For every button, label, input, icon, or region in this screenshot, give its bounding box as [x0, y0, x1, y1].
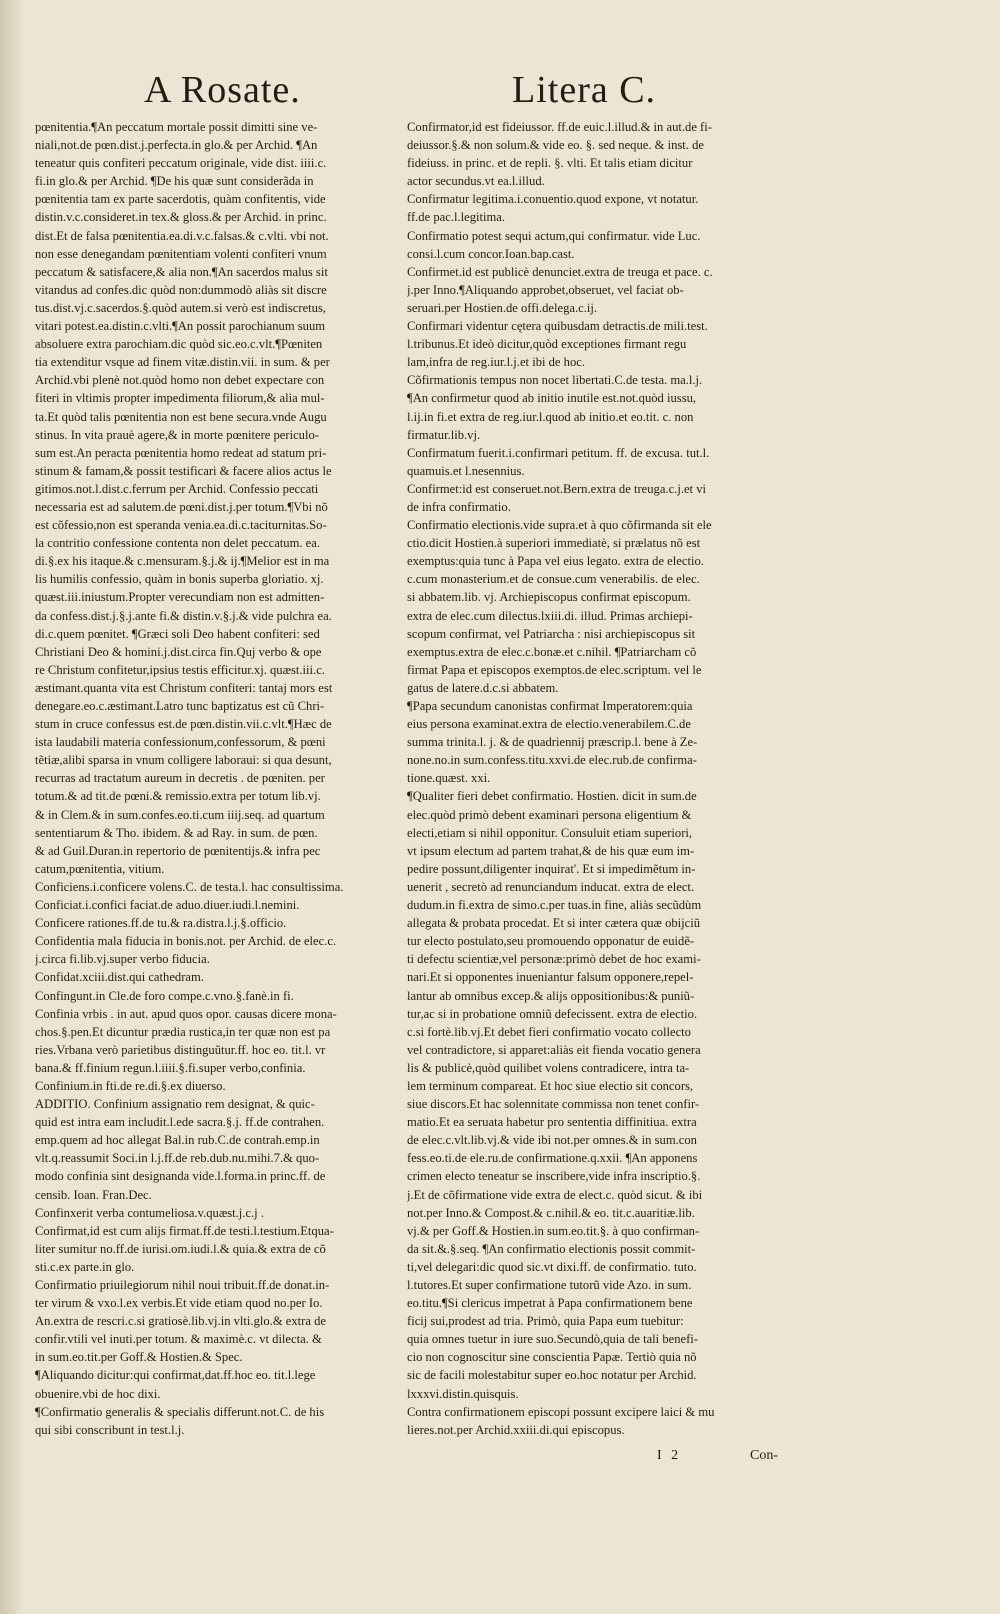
- text-line: ista laudabili materia confessionum,confessorum, & pœni: [35, 735, 326, 750]
- text-line: bana.& ff.finium regun.l.iiii.§.fi.super verbo,confinia.: [35, 1060, 306, 1075]
- text-line: Conficiens.i.conficere volens.C. de testa.l. hac consultissima.: [35, 879, 344, 894]
- text-line: de infra confirmatio.: [407, 499, 511, 514]
- text-line: non esse denegandam pœnitentiam volenti confiteri vnum: [35, 246, 327, 261]
- text-line: exemptus.extra de elec.c.bonæ.et c.nihil. ¶Patriarcham cõ: [407, 644, 697, 659]
- text-line: exemptus:quia tunc à Papa vel eius legato. extra de electio.: [407, 554, 704, 569]
- text-line: Confinium.in fti.de re.di.§.ex diuerso.: [35, 1078, 226, 1093]
- text-line: stinus. In vita prauè agere,& in morte pœnitere periculo-: [35, 427, 319, 442]
- text-line: Confirmat,id est cum alijs firmat.ff.de testi.l.testium.Etqua-: [35, 1223, 334, 1238]
- text-line: Archid.vbi plenè not.quòd homo non debet expectare con: [35, 373, 325, 388]
- text-line: pœnitentia tam ex parte sacerdotis, quàm confitentis, vide: [35, 192, 326, 207]
- text-line: not.per Inno.& Compost.& c.nihil.& eo. tit.c.auaritiæ.lib.: [407, 1205, 695, 1220]
- text-line: est cõfessio,non est speranda venia.ea.di.c.taciturnitas.So-: [35, 518, 327, 533]
- text-line: vj.& per Goff.& Hostien.in sum.eo.tit.§. à quo confirman-: [407, 1223, 700, 1238]
- text-line: vt ipsum electum ad partem trahat,& de his quæ eum im-: [407, 843, 695, 858]
- text-line: stinum & famam,& possit testificari & facere alios actus le: [35, 463, 332, 478]
- text-line: da confess.dist.j.§.j.ante fi.& distin.v.§.j.& vide pulchra ea.: [35, 608, 332, 623]
- text-line: obuenire.vbi de hoc dixi.: [35, 1386, 161, 1401]
- text-line: teneatur quis confiteri peccatum originale, vide dist. iiii.c.: [35, 156, 327, 171]
- text-line: j.Et de cõfirmatione vide extra de elect.c. quòd sicut. & ibi: [407, 1187, 703, 1202]
- text-line: gatus de latere.d.c.si abbatem.: [407, 680, 559, 695]
- text-line: Contra confirmationem episcopi possunt excipere laici & mu: [407, 1404, 715, 1419]
- text-line: Conficere rationes.ff.de tu.& ra.distra.l.j.§.officio.: [35, 916, 287, 931]
- text-line: l.tribunus.Et ideò dicitur,quòd exceptiones firmant regu: [407, 337, 687, 352]
- text-line: liter sumitur no.ff.de iurisi.om.iudi.l.& quia.& extra de cõ: [35, 1241, 326, 1256]
- text-line: dist.Et de falsa pœnitentia.ea.di.v.c.falsas.& c.vlti. vbi not.: [35, 228, 329, 243]
- text-line: quia omnes tuetur in iure suo.Secundò,quia de tali benefi-: [407, 1332, 698, 1347]
- right-column: [407, 118, 815, 1439]
- text-line: & ad Guil.Duran.in repertorio de pœnitentijs.& infra pec: [35, 843, 321, 858]
- text-line: matio.Et ea seruata habetur pro sententia diffinitiua. extra: [407, 1115, 697, 1130]
- left-column: [35, 118, 390, 1439]
- text-line: de elec.c.vlt.lib.vj.& vide ibi not.per omnes.& in sum.con: [407, 1133, 697, 1148]
- text-line: firmatur.lib.vj.: [407, 427, 481, 442]
- text-line: elec.quòd primò debent examinari persona eligentium &: [407, 807, 692, 822]
- text-line: electi,etiam si nihil opponitur. Consuluit etiam superiori,: [407, 825, 693, 840]
- text-line: vel contradictore, si apparet:aliàs eit fienda vocatio genera: [407, 1042, 701, 1057]
- text-line: ficij sui,prodest ad tria. Primò, quia Papa eum tuebitur:: [407, 1314, 684, 1329]
- text-line: sti.c.ex parte.in glo.: [35, 1259, 135, 1274]
- text-line: & in Clem.& in sum.confes.eo.ti.cum iiij.seq. ad quartum: [35, 807, 325, 822]
- text-line: extra de elec.cum dilectus.lxiii.di. illud. Primas archiepi-: [407, 608, 693, 623]
- text-line: di.c.quem pœnitet. ¶Græci soli Deo habent confiteri: sed: [35, 626, 320, 641]
- text-line: quamuis.et l.nesennius.: [407, 463, 525, 478]
- text-line: siue discors.Et hac solennitate commissa non tenet confir-: [407, 1097, 700, 1112]
- running-head-right: Litera C.: [512, 69, 657, 111]
- text-line: lxxxvi.distin.quisquis.: [407, 1386, 519, 1401]
- text-line: l.tutores.Et super confirmatione tutorũ vide Azo. in sum.: [407, 1278, 692, 1292]
- text-line: ¶Papa secundum canonistas confirmat Imperatorem:quia: [407, 699, 693, 713]
- text-line: necessaria est ad salutem.de pœni.dist.j.per totum.¶Vbi nõ: [35, 499, 328, 514]
- text-line: distin.v.c.consideret.in tex.& gloss.& per Archid. in princ.: [35, 210, 327, 225]
- text-line: j.per Inno.¶Aliquando approbet,obseruet, vel faciat ob-: [407, 282, 684, 297]
- text-line: seruari.per Hostien.de offi.delega.c.ij.: [407, 300, 598, 315]
- text-line: confir.vtili vel inuti.per totum. & maximè.c. vt dilecta. &: [35, 1332, 322, 1347]
- text-line: la contritio confessione contenta non delet peccatum. ea.: [35, 536, 320, 551]
- text-line: tione.quæst. xxi.: [407, 771, 491, 786]
- text-line: æstimant.quanta vita est Christum confiteri: tantaj mors est: [35, 680, 333, 695]
- text-line: ¶Confirmatio generalis & specialis differunt.not.C. de his: [35, 1404, 325, 1419]
- text-line: ¶Qualiter fieri debet confirmatio. Hostien. dicit in sum.de: [407, 789, 697, 804]
- text-line: Confinia vrbis . in aut. apud quos opor. causas dicere mona-: [35, 1006, 337, 1021]
- text-line: summa trinita.l. j. & de quadriennij præscrip.l. bene à Ze-: [407, 735, 698, 750]
- text-line: allegata & probata procedat. Et si inter cætera quæ obijciũ: [407, 916, 701, 931]
- text-line: in sum.eo.tit.per Goff.& Hostien.& Spec.: [35, 1350, 243, 1365]
- text-line: Confinxerit verba contumeliosa.v.quæst.j.c.j .: [35, 1205, 264, 1220]
- text-line: lem terminum compareat. Et hoc siue electio sit concors,: [407, 1078, 694, 1093]
- text-line: recurras ad tractatum aureum in decretis . de pœniten. per: [35, 771, 325, 786]
- text-line: Confidat.xciii.dist.qui cathedram.: [35, 970, 204, 985]
- text-line: stum in cruce confessus est.de pœn.distin.vii.c.vlt.¶Hæc de: [35, 717, 332, 732]
- text-line: da sit.&.§.seq. ¶An confirmatio electionis possit commit-: [407, 1241, 696, 1256]
- text-line: Confingunt.in Cle.de foro compe.c.vno.§.fanè.in fi.: [35, 988, 294, 1003]
- text-line: c.si fortè.lib.vj.Et debet fieri confirmatio vocato collecto: [407, 1024, 691, 1039]
- text-line: Confirmatio electionis.vide supra.et à quo cõfirmanda sit ele: [407, 518, 712, 533]
- text-line: deiussor.§.& non solum.& vide eo. §. sed neque. & inst. de: [407, 138, 704, 153]
- text-line: qui sibi conscribunt in test.l.j.: [35, 1422, 185, 1437]
- text-line: pedire possunt,diligenter inquirat'. Et si impedimẽtum in-: [407, 861, 696, 876]
- text-line: Confirmatur legitima.i.conuentio.quod expone, vt notatur.: [407, 192, 699, 207]
- text-line: vlt.q.reassumit Soci.in l.j.ff.de reb.dub.nu.mihi.7.& quo-: [35, 1151, 320, 1166]
- text-line: ¶Aliquando dicitur:qui confirmat,dat.ff.hoc eo. tit.l.lege: [35, 1368, 316, 1383]
- text-line: lis & publicè,quòd quilibet volens contradicere, intra ta-: [407, 1060, 690, 1075]
- text-line: ¶An confirmetur quod ab initio inutile est.not.quòd iussu,: [407, 391, 697, 406]
- text-line: scopum confirmat, vel Patriarcha : nisi archiepiscopus sit: [407, 626, 696, 641]
- text-line: ADDITIO. Confinium assignatio rem designat, & quic-: [35, 1097, 315, 1112]
- text-line: vitandus ad confes.dic quòd non:dummodò aliàs sit discre: [35, 282, 327, 297]
- text-line: dudum.in fi.extra de simo.c.per tuas.in fine, aliàs secũdùm: [407, 898, 702, 913]
- text-line: tur,ac si in probatione omniũ defecissent. extra de electio.: [407, 1006, 698, 1021]
- text-line: gitimos.not.l.dist.c.ferrum per Archid. Confessio peccati: [35, 481, 319, 496]
- text-line: ff.de pac.l.legitima.: [407, 210, 506, 225]
- text-line: Confirmator,id est fideiussor. ff.de euic.l.illud.& in aut.de fi-: [407, 120, 712, 134]
- text-line: pœnitentia.¶An peccatum mortale possit dimitti sine ve-: [35, 120, 318, 134]
- signature-mark: I 2: [657, 1448, 682, 1463]
- text-line: Cõfirmationis tempus non nocet libertati.C.de testa. ma.l.j.: [407, 373, 703, 388]
- text-line: Christiani Deo & homini.j.dist.circa fin.Quj verbo & ope: [35, 644, 322, 659]
- text-line: catum,pœnitentia, vitium.: [35, 861, 165, 876]
- text-line: peccatum & satisfacere,& alia non.¶An sacerdos malus sit: [35, 264, 328, 279]
- text-line: Confirmatio priuilegiorum nihil noui tribuit.ff.de donat.in-: [35, 1278, 330, 1292]
- text-line: totum.& ad tit.de pœni.& remissio.extra per totum lib.vj.: [35, 789, 321, 804]
- text-line: si abbatem.lib. vj. Archiepiscopus confirmat episcopum.: [407, 590, 691, 605]
- text-line: lam,infra de reg.iur.l.j.et ibi de hoc.: [407, 355, 586, 370]
- text-line: absoluere extra parochiam.dic quòd sic.eo.c.vlt.¶Pœniten: [35, 337, 323, 352]
- text-line: sic de facili molestabitur super eo.hoc notatur per Archid.: [407, 1368, 697, 1383]
- text-line: modo confinia sint designanda vide.l.forma.in princ.ff. de: [35, 1169, 326, 1184]
- text-line: fi.in glo.& per Archid. ¶De his quæ sunt considerãda in: [35, 174, 314, 189]
- text-line: quæst.iii.iniustum.Propter verecundiam non est admitten-: [35, 590, 325, 605]
- text-line: firmat Papa et episcopos exemptos.de elec.scriptum. vel le: [407, 662, 702, 677]
- text-line: Confirmet:id est conseruet.not.Bern.extra de treuga.c.j.et vi: [407, 481, 707, 496]
- text-line: ti defectu scientiæ,vel personæ:primò debet de hoc exami-: [407, 952, 701, 967]
- text-line: eo.titu.¶Si clericus impetrat à Papa confirmationem bene: [407, 1296, 693, 1311]
- text-line: fess.eo.ti.de ele.ru.de confirmatione.q.xxii. ¶An apponens: [407, 1151, 698, 1166]
- text-line: ti,vel delegari:dic quod sic.vt dixi.ff. de confirmatio. tuto.: [407, 1259, 697, 1274]
- text-line: tur electo postulato,seu promouendo opponatur de euidẽ-: [407, 934, 695, 949]
- running-head-left: A Rosate.: [144, 69, 301, 111]
- text-line: lantur ab omnibus excep.& alijs oppositionibus:& puniũ-: [407, 988, 695, 1003]
- catchword: Con-: [750, 1448, 778, 1463]
- gutter-shadow: [0, 0, 24, 1614]
- text-line: j.circa fi.lib.vj.super verbo fiducia.: [35, 952, 210, 967]
- text-line: Confirmatum fuerit.i.confirmari petitum. ff. de excusa. tut.l.: [407, 445, 710, 460]
- text-line: An.extra de rescri.c.si gratiosè.lib.vj.in vlti.glo.& extra de: [35, 1314, 326, 1329]
- text-line: ries.Vrbana verò parietibus distinguũtur.ff. hoc eo. tit.l. vr: [35, 1042, 326, 1057]
- text-line: actor secundus.vt ea.l.illud.: [407, 174, 545, 189]
- text-line: Confidentia mala fiducia in bonis.not. per Archid. de elec.c.: [35, 934, 337, 949]
- text-line: ta.Et quòd talis pœnitentia non est bene secura.vnde Augu: [35, 409, 327, 424]
- text-line: di.§.ex his itaque.& c.mensuram.§.j.& ij.¶Melior est in ma: [35, 554, 330, 569]
- text-line: Confirmatio potest sequi actum,qui confirmatur. vide Luc.: [407, 228, 701, 243]
- text-line: tia extenditur vsque ad finem vitæ.distin.vii. in sum. & per: [35, 355, 330, 370]
- text-line: c.cum monasterium.et de consue.cum venerabilis. de elec.: [407, 572, 700, 587]
- text-line: consi.l.cum concor.Ioan.bap.cast.: [407, 246, 575, 261]
- text-line: ter virum & vxo.l.ex verbis.Et vide etiam quod no.per Io.: [35, 1296, 323, 1311]
- text-line: fideiuss. in princ. et de repli. §. vlti. Et talis etiam dicitur: [407, 156, 693, 171]
- text-line: ctio.dicit Hostien.à superiori immediatè, si prælatus nõ est: [407, 536, 701, 551]
- text-line: fiteri in vltimis propter impedimenta filiorum,& alia mul-: [35, 391, 325, 406]
- text-line: sententiarum & Tho. ibidem. & ad Ray. in sum. de pœn.: [35, 825, 318, 840]
- text-line: Conficiat.i.confici faciat.de aduo.diuer.iudi.l.nemini.: [35, 898, 300, 913]
- text-line: Confirmari videntur cętera quibusdam detractis.de mili.test.: [407, 319, 708, 334]
- text-line: tẽtiæ,alibi sparsa in vnum colligere laboraui: si qua desunt,: [35, 753, 332, 768]
- text-line: niali,not.de pœn.dist.j.perfecta.in glo.& per Archid. ¶An: [35, 138, 318, 153]
- text-line: lieres.not.per Archid.xxiii.di.qui episcopus.: [407, 1422, 625, 1437]
- text-line: cio non cognoscitur sine conscientia Papæ. Tertiò quia nõ: [407, 1350, 697, 1365]
- text-line: denegare.eo.c.æstimant.Latro tunc baptizatus est cũ Chri-: [35, 699, 325, 713]
- text-line: censib. Ioan. Fran.Dec.: [35, 1187, 152, 1202]
- text-line: chos.§.pen.Et dicuntur prædia rustica,in ter quæ non est pa: [35, 1024, 331, 1039]
- text-line: vitari potest.ea.distin.c.vlti.¶An possit parochianum suum: [35, 319, 326, 334]
- text-line: eius persona examinat.extra de electio.venerabilem.C.de: [407, 717, 691, 732]
- text-line: l.ij.in fi.et extra de reg.iur.l.quod ab initio.et eo.tit. c. non: [407, 409, 694, 424]
- text-line: Confirmet.id est publicè denunciet.extra de treuga et pace. c.: [407, 264, 713, 279]
- text-line: emp.quem ad hoc allegat Bal.in rub.C.de contrah.emp.in: [35, 1133, 320, 1148]
- text-line: none.no.in sum.confess.titu.xxvi.de elec.rub.de confirma-: [407, 753, 697, 768]
- text-line: quid est intra eam includit.l.ede sacra.§.j. ff.de contrahen.: [35, 1115, 325, 1130]
- text-line: re Christum confitetur,ipsius testis efficitur.xj. quæst.iii.c.: [35, 662, 325, 677]
- text-line: nari.Et si opponentes inueniantur falsum opponere,repel-: [407, 970, 694, 985]
- text-line: lis humilis confessio, quàm in bonis superba gloriatio. xj.: [35, 572, 324, 587]
- running-head: [0, 68, 1000, 118]
- text-line: crimen electo teneatur se inscribere,vide infra inscriptio.§.: [407, 1169, 701, 1184]
- text-line: uenerit , secretò ad renunciandum inducat. extra de elect.: [407, 879, 695, 894]
- text-line: tus.dist.vj.c.sacerdos.§.quòd autem.si verò est indiscretus,: [35, 300, 327, 315]
- text-line: sum est.An peracta pœnitentia homo redeat ad statum pri-: [35, 445, 327, 460]
